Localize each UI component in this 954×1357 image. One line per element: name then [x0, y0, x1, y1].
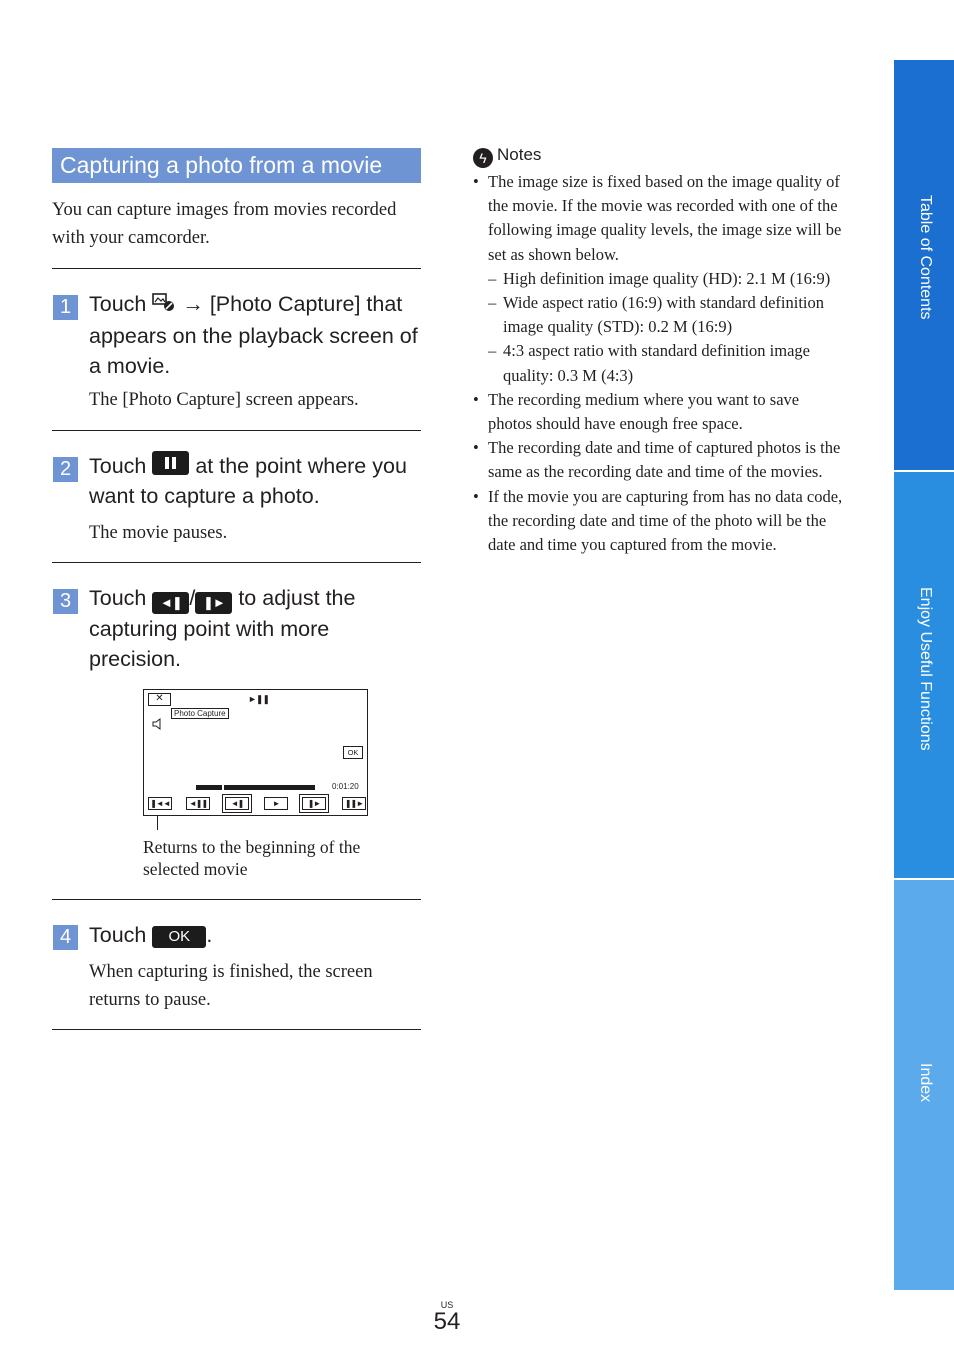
- ok-icon: OK: [343, 746, 363, 759]
- section-intro: You can capture images from movies recorded with your camcorder.: [52, 200, 397, 248]
- step-4-touch: Touch: [89, 923, 147, 947]
- divider: [52, 268, 421, 269]
- note-item: • The recording medium where you want to save photos should have enough free space.: [473, 388, 843, 436]
- slash: /: [189, 586, 196, 610]
- callout-text: Returns to the beginning of the selected movie: [143, 837, 361, 879]
- frame-reverse-icon: ◄❚: [152, 592, 189, 614]
- arrow-right-icon: →: [182, 292, 204, 316]
- step-4-text: [89, 920, 424, 950]
- step-3-touch: Touch: [89, 586, 147, 610]
- frame-reverse-icon: ◄❚: [225, 797, 249, 810]
- note-subitem: – High definition image quality (HD): 2.1 M (16:9): [473, 267, 843, 291]
- ok-button-icon: OK: [152, 926, 206, 948]
- step-2-result: The movie pauses.: [89, 523, 228, 543]
- notes-list: [473, 170, 843, 557]
- step-1-result: The [Photo Capture] screen appears.: [89, 390, 359, 410]
- step-3-text: [89, 583, 424, 674]
- divider: [52, 562, 421, 563]
- pause-button-icon: [152, 451, 189, 475]
- notes-icon: ϟ: [473, 148, 493, 168]
- step-1-touch: Touch: [89, 292, 147, 316]
- step-number-3: 3: [53, 589, 78, 614]
- tab-table-of-contents[interactable]: Table of Contents: [894, 60, 954, 470]
- divider: [52, 899, 421, 900]
- timecode: 0:01:20: [332, 782, 359, 791]
- progress-bar: [196, 785, 315, 790]
- divider: [52, 430, 421, 431]
- step-number-2: 2: [53, 457, 78, 482]
- tab-enjoy-useful-functions[interactable]: Enjoy Useful Functions: [894, 472, 954, 878]
- note-item: • The image size is fixed based on the image quality of the movie. If the movie was recorded with one of the following image quality levels, the image size will be set as shown below.: [473, 170, 843, 267]
- step-2-rest: at the point where you want to capture a photo.: [89, 454, 407, 508]
- step-2-touch: Touch: [89, 454, 147, 478]
- frame-forward-icon: ❚►: [302, 797, 326, 810]
- step-1-text: [89, 289, 424, 381]
- note-subitem: – Wide aspect ratio (16:9) with standard definition image quality (STD): 0.2 M (16:9): [473, 291, 843, 339]
- go-to-beginning-icon: ❚◄◄: [148, 797, 172, 810]
- notes-heading: [473, 144, 541, 168]
- section-heading: Capturing a photo from a movie: [52, 148, 421, 183]
- step-number-1: 1: [53, 295, 78, 320]
- step-2-text: [89, 451, 424, 511]
- photo-capture-screen: [143, 689, 368, 816]
- close-icon: ✕: [148, 693, 171, 706]
- callout-line: [157, 816, 158, 830]
- slow-forward-icon: ❚❚►: [342, 797, 366, 810]
- speaker-icon: [152, 718, 164, 733]
- step-4-period: .: [206, 923, 213, 947]
- slow-reverse-icon: ◄❚❚: [186, 797, 210, 810]
- note-subitem: – 4:3 aspect ratio with standard definition image quality: 0.3 M (4:3): [473, 339, 843, 387]
- note-item: • The recording date and time of captured photos is the same as the recording date and time of the movies.: [473, 436, 843, 484]
- play-pause-icon: ►❚❚: [248, 694, 269, 704]
- page-region: US: [440, 1300, 454, 1310]
- tab-index[interactable]: Index: [894, 880, 954, 1290]
- photo-capture-tag: Photo Capture: [171, 708, 229, 719]
- divider: [52, 1029, 421, 1030]
- page-number-value: 54: [433, 1308, 461, 1335]
- step-1-rest: [Photo Capture] that appears on the playback screen of a movie.: [89, 292, 418, 378]
- play-icon: ►: [264, 797, 288, 810]
- step-4-result: When capturing is finished, the screen returns to pause.: [89, 962, 373, 1010]
- note-item: • If the movie you are capturing from has no data code, the recording date and time of the photo will be the date and time you captured from the movie.: [473, 485, 843, 558]
- frame-forward-icon: ❚►: [195, 592, 232, 614]
- step-number-4: 4: [53, 925, 78, 950]
- photo-edit-icon: [152, 291, 176, 321]
- notes-title: Notes: [497, 145, 542, 164]
- step-3-rest: to adjust the capturing point with more precision.: [89, 586, 356, 671]
- page-number: [430, 1301, 464, 1334]
